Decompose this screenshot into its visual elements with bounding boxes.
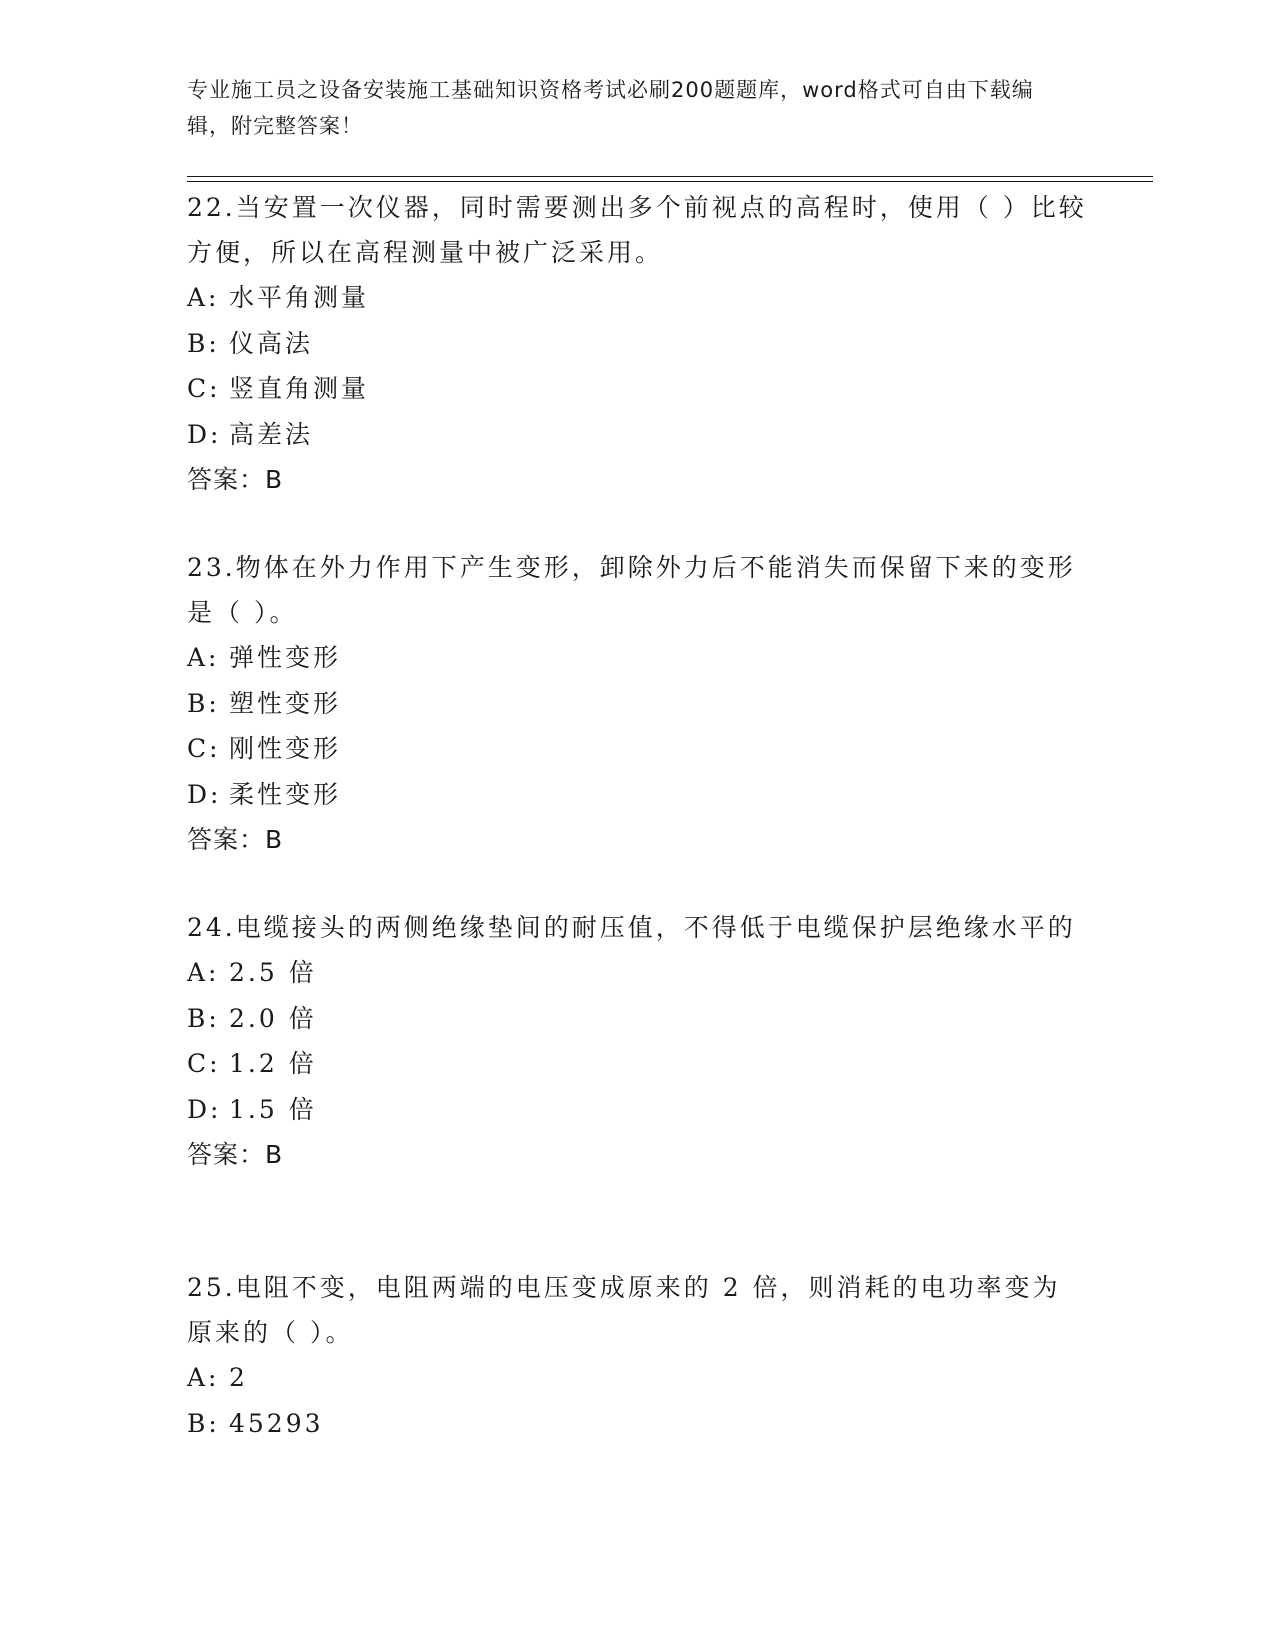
option-c	[187, 726, 1087, 772]
question-22	[187, 185, 1087, 502]
header-divider-top	[187, 176, 1153, 177]
question-stem: 24.电缆接头的两侧绝缘垫间的耐压值，不得低于电缆保护层绝缘水平的	[187, 913, 1076, 942]
option-b	[187, 681, 1087, 727]
option-a	[187, 950, 1087, 996]
option-letter: B:	[187, 1408, 220, 1438]
option-text: 刚性变形	[229, 734, 342, 763]
option-b	[187, 1401, 1087, 1447]
question-25	[187, 1265, 1087, 1446]
option-text: 2.5 倍	[229, 958, 317, 987]
document-header: 专业施工员之设备安装施工基础知识资格考试必刷200题题库，word格式可自由下载编辑，附完整答案！	[187, 78, 1034, 138]
option-text: 塑性变形	[229, 688, 342, 718]
option-text: 弹性变形	[229, 643, 342, 672]
question-stem: 25.电阻不变，电阻两端的电压变成原来的 2 倍，则消耗的电功率变为原来的（ ）。	[187, 1273, 1061, 1347]
option-text: 柔性变形	[229, 779, 342, 809]
option-text: 高差法	[229, 419, 314, 449]
option-letter: D:	[187, 779, 222, 809]
option-text: 水平角测量	[229, 283, 370, 312]
question-stem: 22.当安置一次仪器，同时需要测出多个前视点的高程时，使用（ ）比较方便，所以在高程测量中被广泛采用。	[187, 193, 1087, 267]
option-text: 竖直角测量	[229, 374, 370, 403]
option-text: 1.2 倍	[229, 1049, 317, 1078]
option-letter: B:	[187, 1003, 220, 1033]
option-letter: C:	[187, 374, 221, 403]
option-letter: C:	[187, 1049, 221, 1078]
option-a	[187, 635, 1087, 681]
option-text: 仪高法	[229, 328, 314, 358]
option-letter: B:	[187, 328, 220, 358]
answer: 答案：B	[187, 1140, 284, 1169]
answer: 答案：B	[187, 465, 284, 494]
option-text: 2	[229, 1363, 248, 1392]
option-d	[187, 412, 1087, 458]
header-divider-bottom	[187, 181, 1153, 182]
option-b	[187, 321, 1087, 367]
option-letter: B:	[187, 688, 220, 718]
option-letter: D:	[187, 419, 222, 449]
option-letter: A:	[187, 643, 220, 672]
option-b	[187, 996, 1087, 1042]
option-d	[187, 1087, 1087, 1133]
option-text: 2.0 倍	[229, 1003, 317, 1033]
option-d	[187, 772, 1087, 818]
answer: 答案：B	[187, 825, 284, 854]
option-letter: A:	[187, 958, 220, 987]
question-stem: 23.物体在外力作用下产生变形，卸除外力后不能消失而保留下来的变形是（ ）。	[187, 553, 1076, 627]
option-letter: C:	[187, 734, 221, 763]
option-text: 45293	[229, 1408, 324, 1438]
question-24	[187, 905, 1087, 1177]
option-c	[187, 1041, 1087, 1087]
option-letter: D:	[187, 1094, 222, 1124]
option-text: 1.5 倍	[229, 1094, 317, 1124]
option-c	[187, 366, 1087, 412]
option-a	[187, 1355, 1087, 1401]
option-letter: A:	[187, 1363, 220, 1392]
option-letter: A:	[187, 283, 220, 312]
option-a	[187, 275, 1087, 321]
question-23	[187, 545, 1087, 862]
